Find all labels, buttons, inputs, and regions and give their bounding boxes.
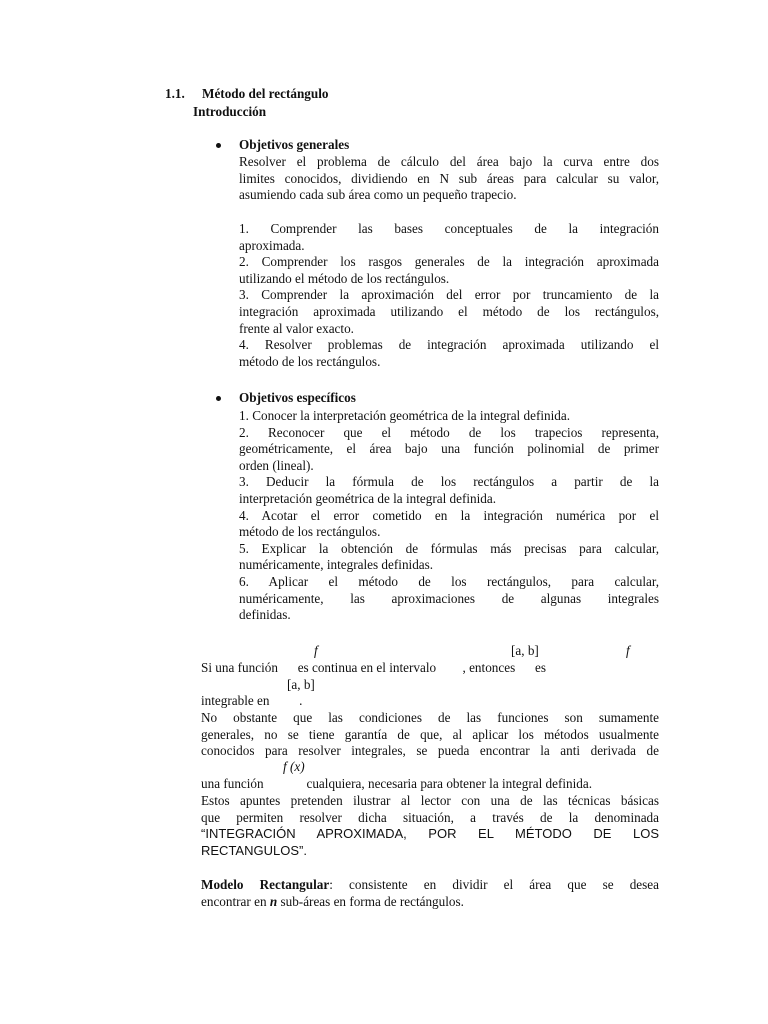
section-subtitle: Introducción xyxy=(193,104,267,119)
paragraph-line: conocidos para resolver integrales, se pueda encontrar la anti derivada de xyxy=(201,743,659,759)
bullet-specific xyxy=(216,396,221,401)
math-interval-1: [a, b] xyxy=(511,643,539,658)
list-item: 4. Acotar el error cometido en la integración numérica por el xyxy=(239,507,659,523)
section-number: 1.1. xyxy=(165,86,185,101)
general-intro-line: Resolver el problema de cálculo del área bajo la curva entre dos xyxy=(239,154,659,169)
section-title: Método del rectángulo xyxy=(202,86,329,101)
list-item: interpretación geométrica de la integral definida. xyxy=(239,490,497,506)
list-item: 5. Explicar la obtención de fórmulas más precisas para calcular, xyxy=(239,540,659,556)
model-line-1 xyxy=(201,877,659,894)
list-item: 2. Reconocer que el método de los trapecios representa, xyxy=(239,424,659,440)
paragraph-line: generales, no se tiene garantía de que, al aplicar los métodos usualmente xyxy=(201,726,659,742)
list-item: 3. Comprender la aproximación del error por truncamiento de la xyxy=(239,287,659,303)
general-items xyxy=(239,221,659,370)
model-n: n xyxy=(269,893,278,909)
paragraph-line: Estos apuntes pretenden ilustrar al lector con una de las técnicas básicas xyxy=(201,793,659,808)
model-label: Modelo Rectangular xyxy=(201,877,330,892)
general-intro-line: limites conocidos, dividiendo en N sub áreas para calcular su valor, xyxy=(239,170,659,186)
body-line-fx: una función cualquiera, necesaria para obtener la integral definida. xyxy=(201,776,593,791)
math-interval-2: [a, b] xyxy=(287,677,315,692)
specific-items xyxy=(239,408,659,624)
general-intro xyxy=(239,154,659,204)
body-line-2: integrable en . xyxy=(201,693,303,708)
general-objectives-title: Objetivos generales xyxy=(239,137,350,152)
list-item: 2. Comprender los rasgos generales de la integración aproximada xyxy=(239,254,659,270)
model-line-2 xyxy=(201,894,659,911)
list-item: 4. Resolver problemas de integración aproximada utilizando el xyxy=(239,337,659,353)
specific-objectives-title: Objetivos específicos xyxy=(239,390,356,405)
list-item: utilizando el método de los rectángulos. xyxy=(239,270,450,286)
list-item: numéricamente, las aproximaciones de algunas integrales xyxy=(239,590,659,606)
model-paragraph xyxy=(201,877,659,910)
paragraph-line: que permiten resolver dicha situación, a través de la denominada xyxy=(201,809,659,825)
list-item: método de los rectángulos. xyxy=(239,524,381,540)
paragraph-line: No obstante que las condiciones de las funciones son sumamente xyxy=(201,710,659,725)
list-item: numéricamente, integrales definidas. xyxy=(239,557,434,573)
list-item: método de los rectángulos. xyxy=(239,353,381,369)
math-fx: f (x) xyxy=(283,759,305,774)
body-line-1: Si una función es continua en el intervalo , entonces es xyxy=(201,660,546,675)
list-item: geométricamente, el área bajo una función polinomial de primer xyxy=(239,441,659,457)
list-item: frente al valor exacto. xyxy=(239,320,354,336)
body-paragraph-2 xyxy=(201,793,659,859)
model-text-2b: sub-áreas en forma de rectángulos. xyxy=(277,893,464,909)
model-text-2a: encontrar en xyxy=(201,893,270,909)
list-item: integración aproximada utilizando el método de los rectángulos, xyxy=(239,303,659,319)
list-item: definidas. xyxy=(239,607,291,623)
list-item: orden (lineal). xyxy=(239,457,314,473)
model-text-1: : consistente en dividir el área que se desea xyxy=(329,877,659,892)
body-paragraph-1 xyxy=(201,710,659,760)
math-f-2: f xyxy=(626,643,630,658)
list-item: 1. Conocer la interpretación geométrica de la integral definida. xyxy=(239,408,571,423)
paragraph-line: RECTANGULOS”. xyxy=(201,842,307,858)
general-intro-line: asumiendo cada sub área como un pequeño trapecio. xyxy=(239,187,517,203)
list-item: 1. Comprender las bases conceptuales de la integración xyxy=(239,221,659,236)
paragraph-line: “INTEGRACIÓN APROXIMADA, POR EL MÉTODO DE LOS xyxy=(201,826,659,842)
math-f-1: f xyxy=(314,643,318,658)
list-item: 3. Deducir la fórmula de los rectángulos a partir de la xyxy=(239,474,659,490)
list-item: aproximada. xyxy=(239,237,305,253)
bullet-general xyxy=(216,143,221,148)
list-item: 6. Aplicar el método de los rectángulos, para calcular, xyxy=(239,573,659,589)
